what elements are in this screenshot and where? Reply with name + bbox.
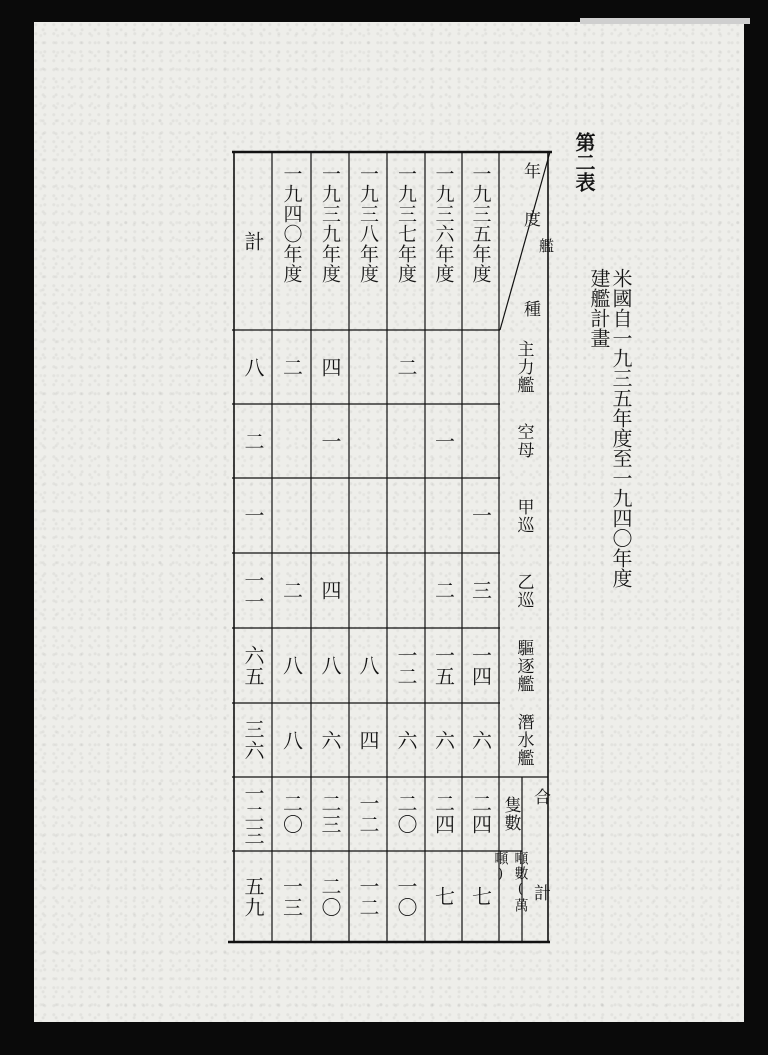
table-cell: 一二 xyxy=(356,793,380,835)
table-cell: 六 xyxy=(394,729,418,751)
table-cell: 一三 xyxy=(279,875,304,918)
table-cell: 二〇 xyxy=(279,793,304,835)
table-cell: 四 xyxy=(318,580,342,601)
table-caption: 米國自一九三五年度至一九四〇年度建艦計畫 xyxy=(587,268,633,588)
table-cell: 二 xyxy=(241,430,265,452)
category-header: 空母 xyxy=(513,423,534,459)
table-cell: 二 xyxy=(431,580,456,601)
table-cell: 六 xyxy=(468,729,493,751)
category-header: 甲巡 xyxy=(513,497,534,534)
table-cell: 八 xyxy=(241,356,265,378)
table-cell: 七 xyxy=(468,886,493,907)
table-cell: 二 xyxy=(279,356,304,378)
table-cell xyxy=(387,404,425,478)
table-cell xyxy=(349,478,387,553)
table-cell: 一四 xyxy=(468,644,493,687)
table-cell: 二 xyxy=(279,580,304,601)
corner-year-label: 年 xyxy=(520,162,540,179)
table-cell: 一二 xyxy=(394,644,418,687)
category-header: 主力艦 xyxy=(513,340,534,394)
table-cell xyxy=(425,478,462,553)
table-cell: 一 xyxy=(468,505,493,526)
table-cell xyxy=(349,330,387,404)
year-header: 一九三八年度 xyxy=(357,164,379,284)
year-header: 一九三七年度 xyxy=(395,164,417,284)
table-cell: 一 xyxy=(241,505,265,526)
table-number: 第二表 xyxy=(572,132,596,192)
year-header: 一九三六年度 xyxy=(432,164,455,284)
sum-header-char: 合 xyxy=(530,788,550,805)
table-cell: 一 xyxy=(431,430,456,452)
table-cell: 六 xyxy=(431,729,456,751)
table-cell: 八 xyxy=(279,729,304,751)
table-cell xyxy=(311,478,349,553)
table-cell xyxy=(387,478,425,553)
table-cell: 二〇 xyxy=(318,875,342,918)
table-cell xyxy=(272,404,311,478)
table-cell xyxy=(349,553,387,628)
total-header: 計 xyxy=(241,230,265,252)
corner-type-label: 種 xyxy=(520,300,540,317)
table-cell xyxy=(462,330,499,404)
table-cell: 五九 xyxy=(241,875,265,918)
table-cell: 一二三 xyxy=(241,782,265,846)
table-cell: 二三 xyxy=(318,793,342,835)
year-header: 一九三九年度 xyxy=(319,164,341,284)
category-header: 驅逐艦 xyxy=(513,638,534,693)
table-cell: 一 xyxy=(318,430,342,452)
table-cell: 一二 xyxy=(356,875,380,918)
category-header: 乙巡 xyxy=(513,572,534,609)
table-cell xyxy=(272,478,311,553)
category-header: 潛水艦 xyxy=(513,713,534,767)
table-cell: 二〇 xyxy=(394,793,418,835)
table-cell: 三六 xyxy=(241,719,265,761)
table-cell: 三 xyxy=(468,580,493,601)
year-header: 一九四〇年度 xyxy=(280,164,303,284)
table-cell: 八 xyxy=(356,655,380,676)
category-header: 噸數(萬噸) xyxy=(492,851,529,913)
table-cell xyxy=(349,404,387,478)
table-cell: 一一 xyxy=(241,569,265,612)
table-cell xyxy=(425,330,462,404)
table-cell xyxy=(462,404,499,478)
table-cell: 六五 xyxy=(241,644,265,687)
corner-du-label: 度 xyxy=(520,210,540,227)
table-cell xyxy=(387,553,425,628)
table-cell: 六 xyxy=(318,729,342,751)
corner-ship-label: 艦 xyxy=(537,238,555,253)
table-cell: 二四 xyxy=(468,793,493,835)
category-header: 隻數 xyxy=(500,796,521,832)
table-cell: 四 xyxy=(318,356,342,378)
table-cell: 一〇 xyxy=(394,875,418,918)
table-cell: 一五 xyxy=(431,644,456,687)
table-cell: 七 xyxy=(431,886,456,907)
year-header: 一九三五年度 xyxy=(469,164,492,284)
table-cell: 二 xyxy=(394,356,418,378)
table-cell: 八 xyxy=(318,655,342,676)
table-cell: 八 xyxy=(279,655,304,676)
sum-header-char: 計 xyxy=(530,884,550,901)
table-cell: 二四 xyxy=(431,793,456,835)
table-cell: 四 xyxy=(356,729,380,751)
